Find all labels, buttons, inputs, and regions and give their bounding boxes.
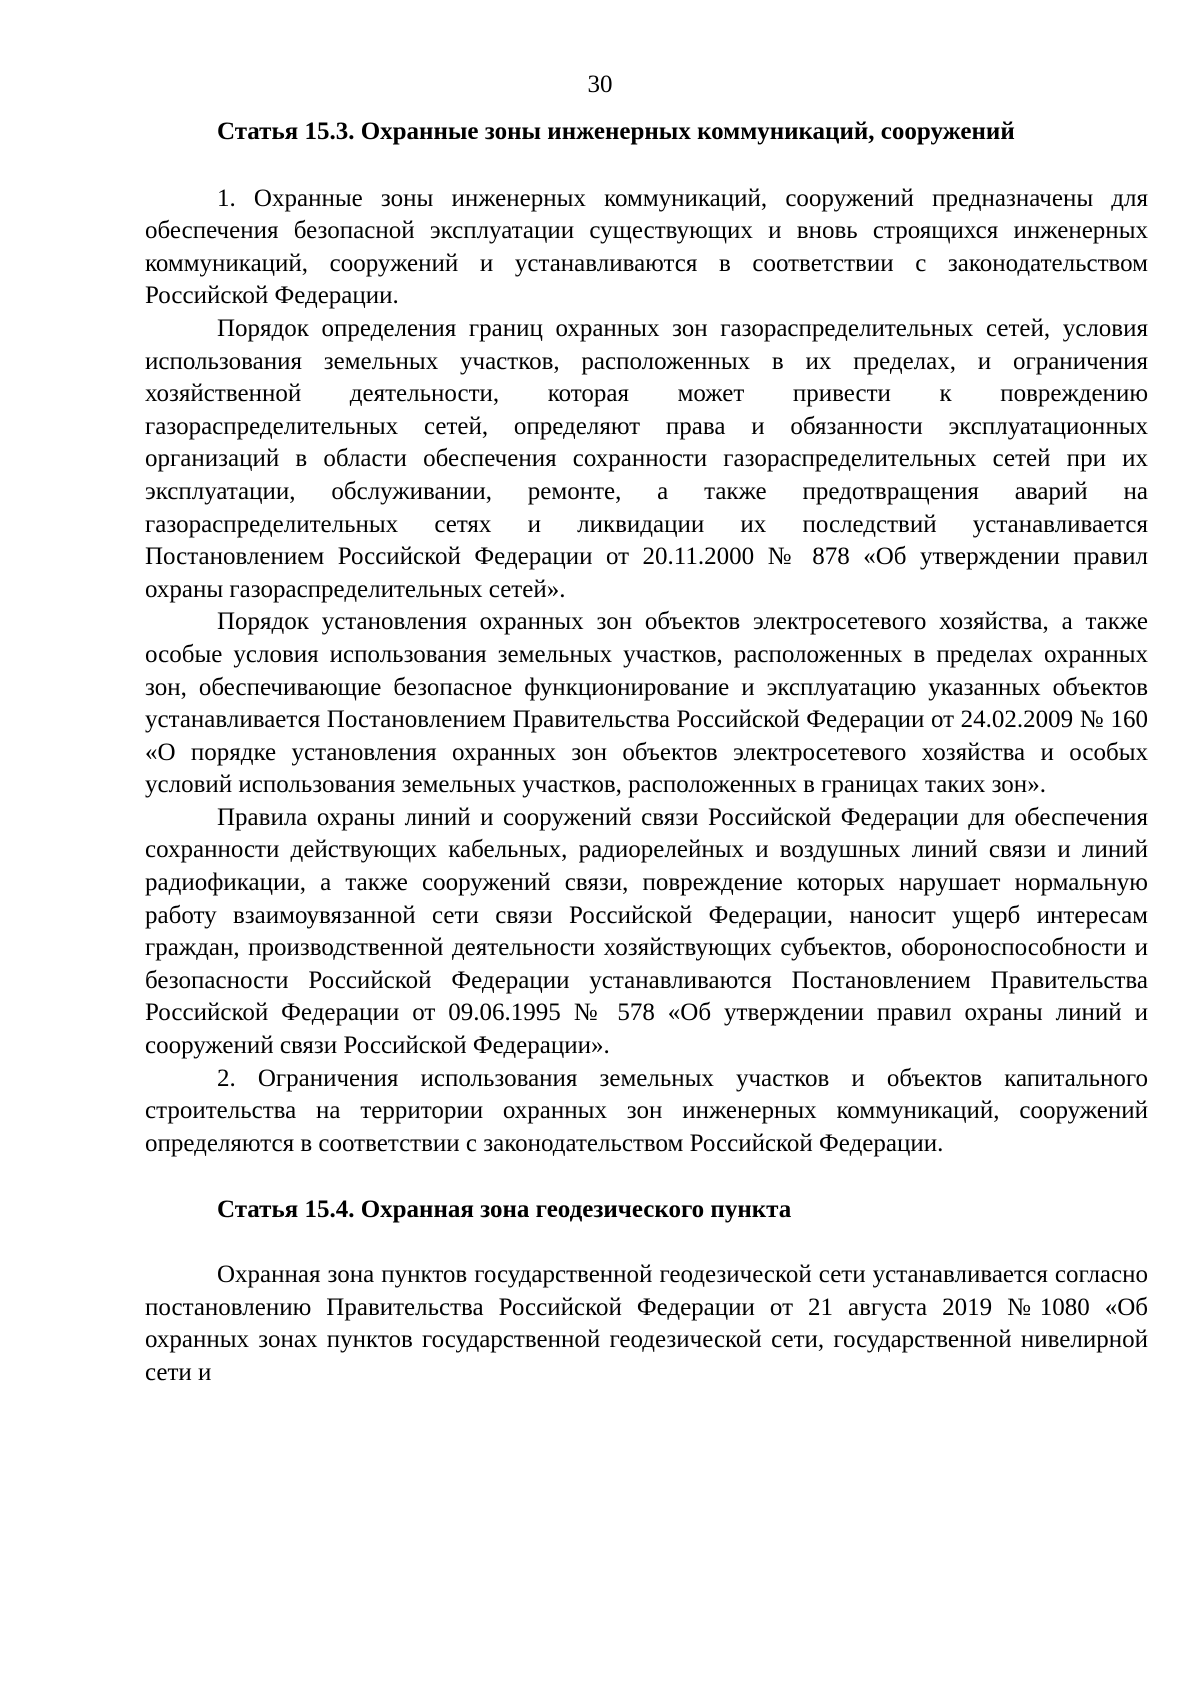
page-body — [145, 116, 1148, 1389]
article-15-3-paragraph-5: 2. Ограничения использования земельных участков и объектов капитального строительства на территории охранных зон инженерных коммуникаций, сооружений определяются в соответствии с законодательством Российской Федерации. — [145, 1064, 1148, 1157]
article-15-3-paragraph-3: Порядок установления охранных зон объектов электросетевого хозяйства, а также особые условия использования земельных участков, расположенных в пределах охранных зон, обеспечивающие безопасное функционирование и эксплуатацию указанных объектов устанавливается Постановлением Правительства Российской Федерации от 24.02.2009 № 160 «О порядке установления охранных зон объектов электросетевого хозяйства и особых условий использования земельных участков, расположенных в границах таких зон». — [145, 608, 1148, 799]
article-15-3 — [145, 116, 1148, 1160]
article-15-3-paragraph-2: Порядок определения границ охранных зон газораспределительных сетей, условия использования земельных участков, расположенных в их пределах, и ограничения хозяйственной деятельности, которая может привести к повреждению газораспределительных сетей, определяют права и обязанности эксплуатационных организаций в области обеспечения сохранности газораспределительных сетей при их эксплуатации, обслуживании, ремонте, а также предотвращения аварий на газораспределительных сетях и ликвидации их последствий устанавливается Постановлением Российской Федерации от 20.11.2000 № 878 «Об утверждении правил охраны газораспределительных сетей». — [145, 314, 1148, 603]
article-15-3-paragraph-4: Правила охраны линий и сооружений связи Российской Федерации для обеспечения сохранности действующих кабельных, радиорелейных и воздушных линий связи и линий радиофикации, а также сооружений связи, повреждение которых нарушает нормальную работу взаимоувязанной сети связи Российской Федерации, наносит ущерб интересам граждан, производственной деятельности хозяйствующих субъектов, обороноспособности и безопасности Российской Федерации устанавливаются Постановлением Правительства Российской Федерации от 09.06.1995 № 578 «Об утверждении правил охраны линий и сооружений связи Российской Федерации». — [145, 803, 1148, 1060]
article-15-3-paragraph-1: 1. Охранные зоны инженерных коммуникаций, сооружений предназначены для обеспечения безопасной эксплуатации существующих и вновь строящихся инженерных коммуникаций, сооружений и устанавливаются в соответствии с законодательством Российской Федерации. — [145, 184, 1148, 310]
article-15-4-title: Статья 15.4. Охранная зона геодезического пункта — [217, 1196, 792, 1224]
article-15-3-title: Статья 15.3. Охранные зоны инженерных коммуникаций, сооружений — [217, 118, 1015, 145]
article-15-4 — [145, 1194, 1148, 1389]
article-15-4-paragraph-1: Охранная зона пунктов государственной геодезической сети устанавливается согласно постановлению Правительства Российской Федерации от 21 августа 2019 №1080 «Об охранных зонах пунктов государственной геодезической сети, государственной нивелирной сети и — [145, 1261, 1148, 1386]
page-number: 30 — [587, 71, 613, 98]
